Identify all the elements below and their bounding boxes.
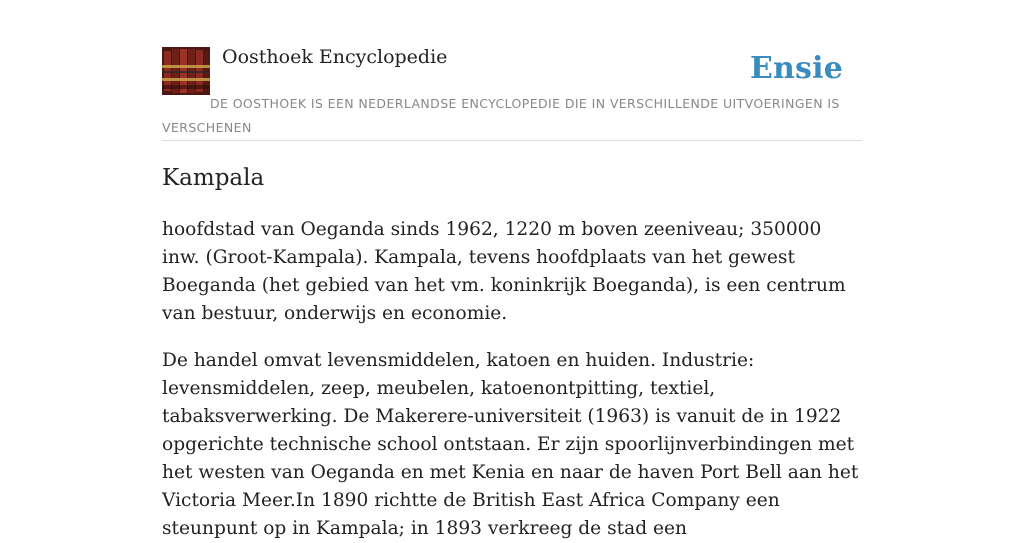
site-header bbox=[162, 44, 862, 141]
site-title-link[interactable]: Oosthoek Encyclopedie bbox=[222, 46, 448, 68]
article-body bbox=[162, 160, 862, 543]
article-title: Kampala bbox=[162, 165, 265, 191]
book-spines-icon bbox=[162, 47, 210, 95]
site-tagline: DE OOSTHOEK IS EEN NEDERLANDSE ENCYCLOPEDIE DIE IN VERSCHILLENDE UITVOERINGEN IS VERSCHENEN bbox=[162, 96, 840, 135]
article-paragraph: De handel omvat levensmiddelen, katoen en huiden. Industrie: levensmiddelen, zeep, meubelen, katoenontpitting, textiel, tabaksverwerking. De Makerere-universiteit (1963) is vanuit de in 1922 opgerichte technische school ontstaan. Er zijn spoorlijnverbindingen met het westen van Oeganda en met Kenia en naar de haven Port Bell aan het Victoria Meer.In 1890 richtte de British East Africa Company een steunpunt op in Kampala; in 1893 verkreeg de stad een bbox=[162, 350, 859, 539]
brand-logo-link[interactable]: Ensie bbox=[749, 51, 843, 86]
article-paragraph: hoofdstad van Oeganda sinds 1962, 1220 m boven zeeniveau; 350000 inw. (Groot-Kampala). Kampala, tevens hoofdplaats van het gewest Boeganda (het gebied van het vm. koninkrijk Boeganda), is een centrum van bestuur, onderwijs en economie. bbox=[162, 219, 846, 324]
avatar[interactable] bbox=[162, 47, 210, 95]
